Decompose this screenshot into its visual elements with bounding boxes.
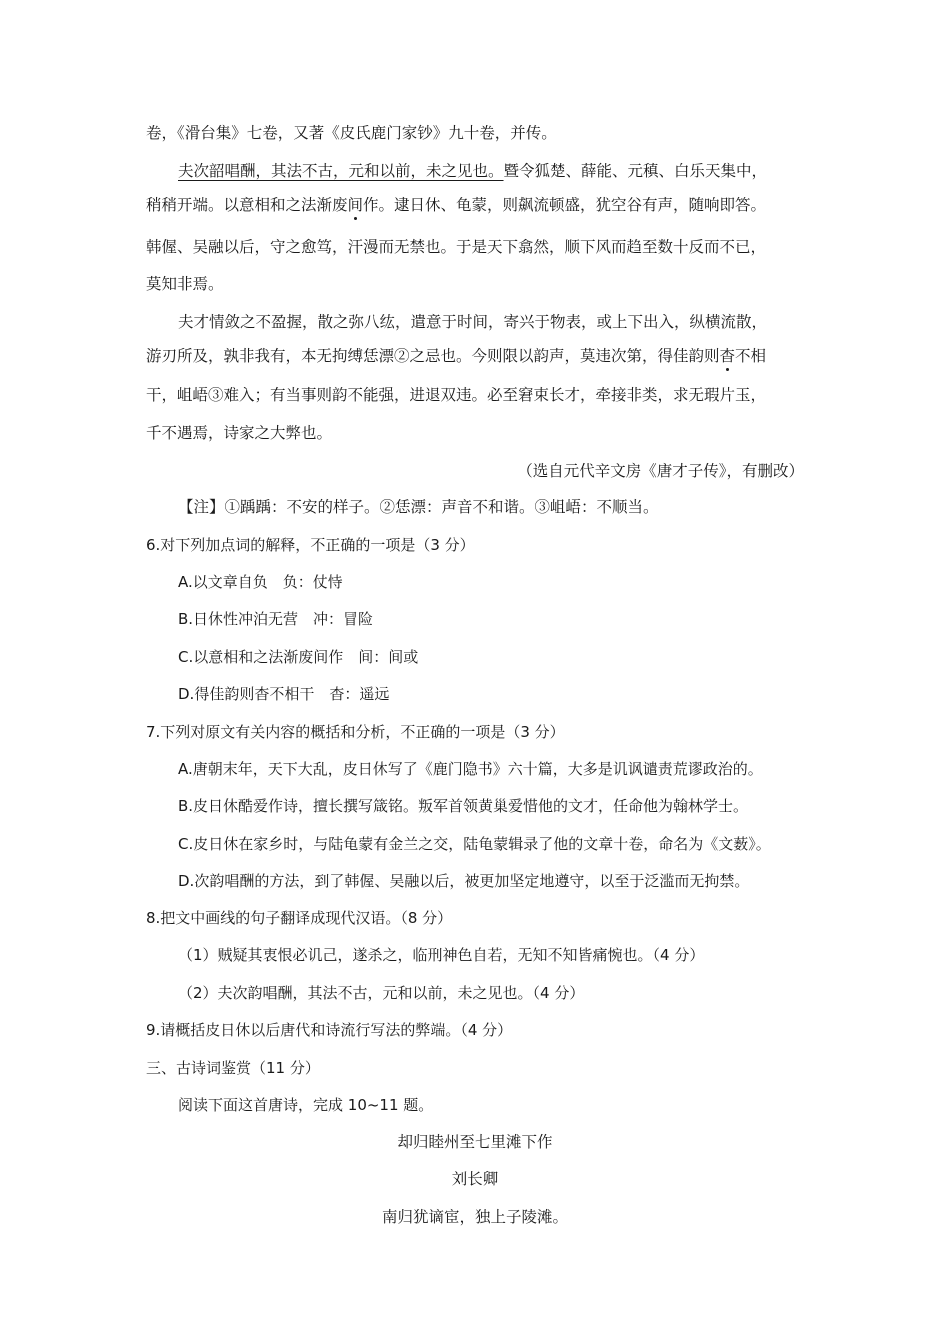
passage-line <box>146 240 766 256</box>
question-8-stem: 8.把文中画线的句子翻译成现代汉语。（8 分） <box>146 909 453 927</box>
passage-line <box>146 349 766 365</box>
underlined-sentence: 夫次韶唱酬，其法不古，元和以前，未之见也。 <box>178 162 504 180</box>
passage-line <box>146 198 766 214</box>
passage-line <box>146 126 557 142</box>
dotted-word: 杳 <box>719 347 736 365</box>
passage-text: 夫才情敛之不盈握，散之弥八纮，遣意于时间，寄兴于物表，或上下出入，纵横流散， <box>178 313 768 331</box>
poem-author: 刘长卿 <box>451 1170 499 1188</box>
question-8-item-2: （2）夫次韵唱酬，其法不古，元和以前，未之见也。（4 分） <box>178 984 585 1002</box>
passage-text: 卷，《滑台集》七卷，又著《皮氏鹿门家钞》九十卷，并传。 <box>146 124 557 142</box>
question-8-item-1: （1）贼疑其衷恨必讥己，遂杀之，临刑神色自若，无知不知皆痛惋也。（4 分） <box>178 946 705 964</box>
poem-title: 却归睦州至七里滩下作 <box>397 1133 553 1151</box>
question-6-option-d: D.得佳韵则杳不相干 杳：遥远 <box>178 685 390 703</box>
passage-text: 稍稍开端。以意相和之法渐废 <box>146 196 348 214</box>
question-9-stem: 9.请概括皮日休以后唐代和诗流行写法的弊端。（4 分） <box>146 1021 513 1039</box>
passage-line <box>178 164 767 180</box>
question-7-option-c: C.皮日休在家乡时，与陆龟蒙有金兰之交，陆龟蒙辑录了他的文章十卷，命名为《文薮》。 <box>178 835 771 853</box>
passage-text: 游刃所及，孰非我有，本无拘缚恁漂②之忌也。今则限以韵声，莫违次第，得佳韵则 <box>146 347 720 365</box>
passage-text: 莫知非焉。 <box>146 275 224 293</box>
passage-text: 干，岨峿③难入；有当事则韵不能强，进退双违。必至窘束长才，牵接非类，求无瑕片玉， <box>146 386 767 404</box>
dotted-word: 间 <box>347 196 364 214</box>
question-7-option-d: D.次韵唱酬的方法，到了韩偓、吴融以后，被更加坚定地遵守，以至于泛滥而无拘禁。 <box>178 872 750 890</box>
question-6-stem: 6.对下列加点词的解释，不正确的一项是（3 分） <box>146 536 475 554</box>
question-7-option-b: B.皮日休酷爱作诗，擅长撰写箴铭。叛军首领黄巢爱惜他的文才，任命他为翰林学士。 <box>178 797 749 815</box>
section-3-instruction: 阅读下面这首唐诗，完成 10~11 题。 <box>178 1096 434 1114</box>
passage-line <box>178 315 767 331</box>
question-6-option-a: A.以文章自负 负：仗恃 <box>178 573 343 591</box>
section-3-heading: 三、古诗词鉴赏（11 分） <box>146 1059 320 1077</box>
passage-text: 暨令狐楚、薛能、元稹、白乐天集中， <box>503 162 768 180</box>
passage-line <box>146 388 766 404</box>
poem-line: 南归犹谪宦，独上子陵滩。 <box>381 1208 568 1226</box>
passage-text: 韩偓、吴融以后，守之愈笃，汗漫而无禁也。于是天下翕然，顺下风而趋至数十反而不已， <box>146 238 767 256</box>
footnote: 【注】①踽踽：不安的样子。②恁漂：声音不和谐。③岨峿：不顺当。 <box>178 498 659 516</box>
question-6-option-c: C.以意相和之法渐废间作 间：间或 <box>178 648 419 666</box>
passage-text: 不相 <box>735 347 767 365</box>
passage-line <box>146 426 332 442</box>
question-7-option-a: A.唐朝末年，天下大乱，皮日休写了《鹿门隐书》六十篇，大多是讥讽谴责荒谬政治的。 <box>178 760 763 778</box>
passage-text: 千不遇焉，诗家之大弊也。 <box>146 424 333 442</box>
source-citation: （选自元代辛文房《唐才子传》，有删改） <box>517 462 804 480</box>
question-7-stem: 7.下列对原文有关内容的概括和分析，不正确的一项是（3 分） <box>146 723 565 741</box>
passage-text: 作。逮日休、龟蒙，则飙流顿盛，犹空谷有声，随响即答。 <box>363 196 767 214</box>
question-6-option-b: B.日休性冲泊无营 冲：冒险 <box>178 610 374 628</box>
passage-line <box>146 277 224 293</box>
